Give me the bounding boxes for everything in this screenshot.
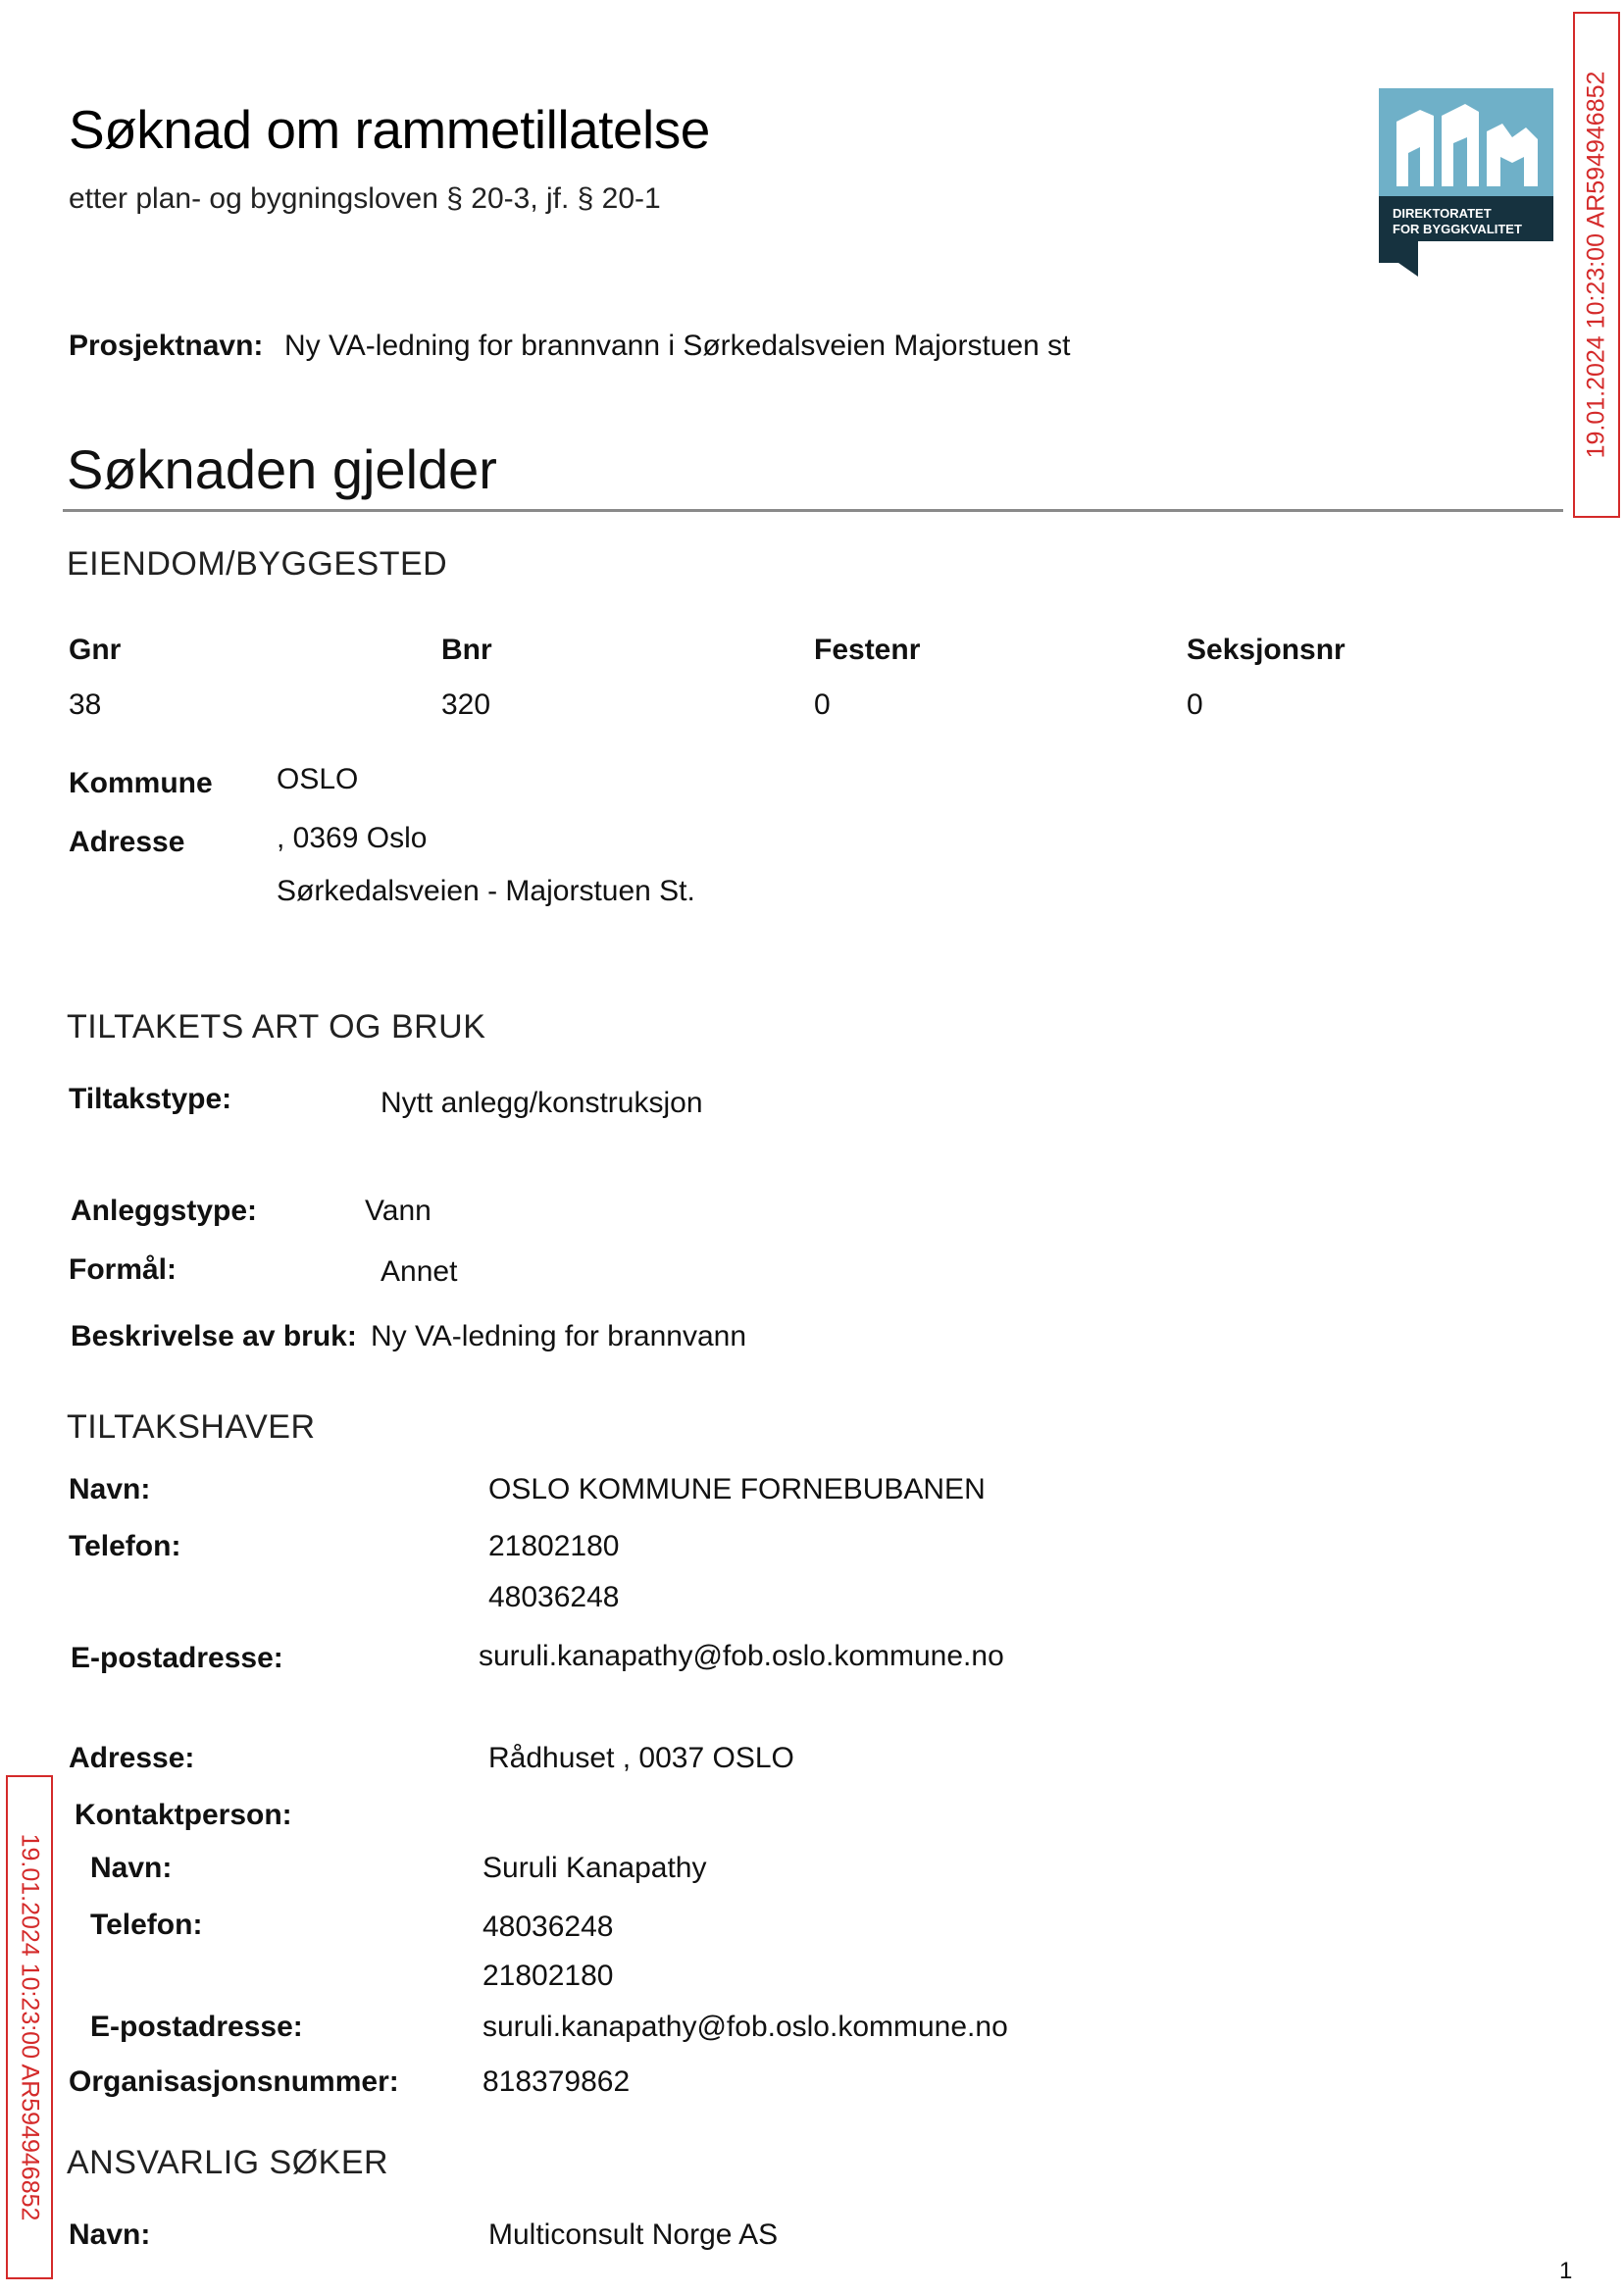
kontakt-epost-value: suruli.kanapathy@fob.oslo.kommune.no (482, 2011, 1008, 2043)
tiltakshaver-epost-value: suruli.kanapathy@fob.oslo.kommune.no (479, 1640, 1004, 1672)
ansvarlig-soker-navn-label: Navn: (69, 2218, 151, 2251)
kommune-label: Kommune (69, 767, 213, 799)
kontakt-epost-label: E-postadresse: (90, 2011, 303, 2043)
dibk-logo-icon (1379, 88, 1553, 277)
seksjonsnr-value: 0 (1187, 688, 1203, 721)
tiltakstype-label: Tiltakstype: (69, 1083, 232, 1115)
logo-text-line2: FOR BYGGKVALITET (1393, 222, 1522, 236)
page-number: 1 (1559, 2258, 1573, 2284)
orgnr-value: 818379862 (482, 2065, 631, 2098)
formal-label: Formål: (69, 1253, 178, 1286)
bnr-value: 320 (441, 688, 491, 721)
tiltakshaver-heading: TILTAKSHAVER (67, 1408, 316, 1446)
adresse-line1: , 0369 Oslo (277, 822, 428, 854)
archive-stamp-bottom (6, 1775, 53, 2279)
tiltakshaver-adresse-value: Rådhuset , 0037 OSLO (488, 1742, 794, 1774)
tiltakshaver-navn-value: OSLO KOMMUNE FORNEBUBANEN (488, 1473, 986, 1505)
tiltak-heading: TILTAKETS ART OG BRUK (67, 1008, 486, 1045)
section-divider (63, 509, 1563, 512)
seksjonsnr-label: Seksjonsnr (1187, 634, 1345, 666)
orgnr-label: Organisasjonsnummer: (69, 2065, 399, 2098)
document-title: Søknad om rammetillatelse (69, 99, 710, 160)
dibk-logo (1379, 88, 1553, 277)
archive-stamp-top (1573, 12, 1620, 518)
tiltakshaver-adresse-label: Adresse: (69, 1742, 195, 1774)
archive-stamp-top-text: 19.01.2024 10:23:00 AR594946852 (1582, 71, 1610, 459)
formal-value: Annet (381, 1255, 458, 1288)
tiltakshaver-navn-label: Navn: (69, 1473, 151, 1505)
tiltakshaver-telefon-1: 21802180 (488, 1530, 620, 1562)
kontakt-telefon-1: 48036248 (482, 1911, 614, 1943)
gnr-label: Gnr (69, 634, 122, 666)
tiltakshaver-epost-label: E-postadresse: (71, 1642, 283, 1674)
kontaktperson-label: Kontaktperson: (75, 1799, 292, 1831)
tiltakshaver-telefon-label: Telefon: (69, 1530, 181, 1562)
kontakt-navn-value: Suruli Kanapathy (482, 1852, 707, 1884)
festenr-label: Festenr (814, 634, 921, 666)
tiltakshaver-telefon-2: 48036248 (488, 1581, 620, 1613)
project-label: Prosjektnavn: (69, 330, 264, 362)
logo-text-line1: DIREKTORATET (1393, 206, 1492, 221)
kontakt-telefon-label: Telefon: (90, 1909, 203, 1941)
anleggstype-label: Anleggstype: (71, 1195, 258, 1227)
beskrivelse-value: Ny VA-ledning for brannvann (371, 1320, 746, 1352)
kommune-value: OSLO (277, 763, 359, 795)
archive-stamp-bottom-text: 19.01.2024 10:23:00 AR594946852 (16, 1833, 44, 2221)
anleggstype-value: Vann (365, 1195, 431, 1227)
ansvarlig-soker-heading: ANSVARLIG SØKER (67, 2144, 389, 2181)
festenr-value: 0 (814, 688, 831, 721)
kontakt-telefon-2: 21802180 (482, 1960, 614, 1992)
beskrivelse-label: Beskrivelse av bruk: (71, 1320, 357, 1352)
document-subtitle: etter plan- og bygningsloven § 20-3, jf. § 20-1 (69, 182, 661, 215)
project-value: Ny VA-ledning for brannvann i Sørkedalsveien Majorstuen st (284, 330, 1071, 362)
property-heading: EIENDOM/BYGGESTED (67, 545, 448, 583)
gnr-value: 38 (69, 688, 102, 721)
adresse-line2: Sørkedalsveien - Majorstuen St. (277, 875, 695, 907)
tiltakstype-value: Nytt anlegg/konstruksjon (381, 1087, 703, 1119)
bnr-label: Bnr (441, 634, 492, 666)
adresse-label: Adresse (69, 826, 185, 858)
ansvarlig-soker-navn-value: Multiconsult Norge AS (488, 2218, 779, 2251)
section-title: Søknaden gjelder (67, 438, 497, 500)
kontakt-navn-label: Navn: (90, 1852, 173, 1884)
